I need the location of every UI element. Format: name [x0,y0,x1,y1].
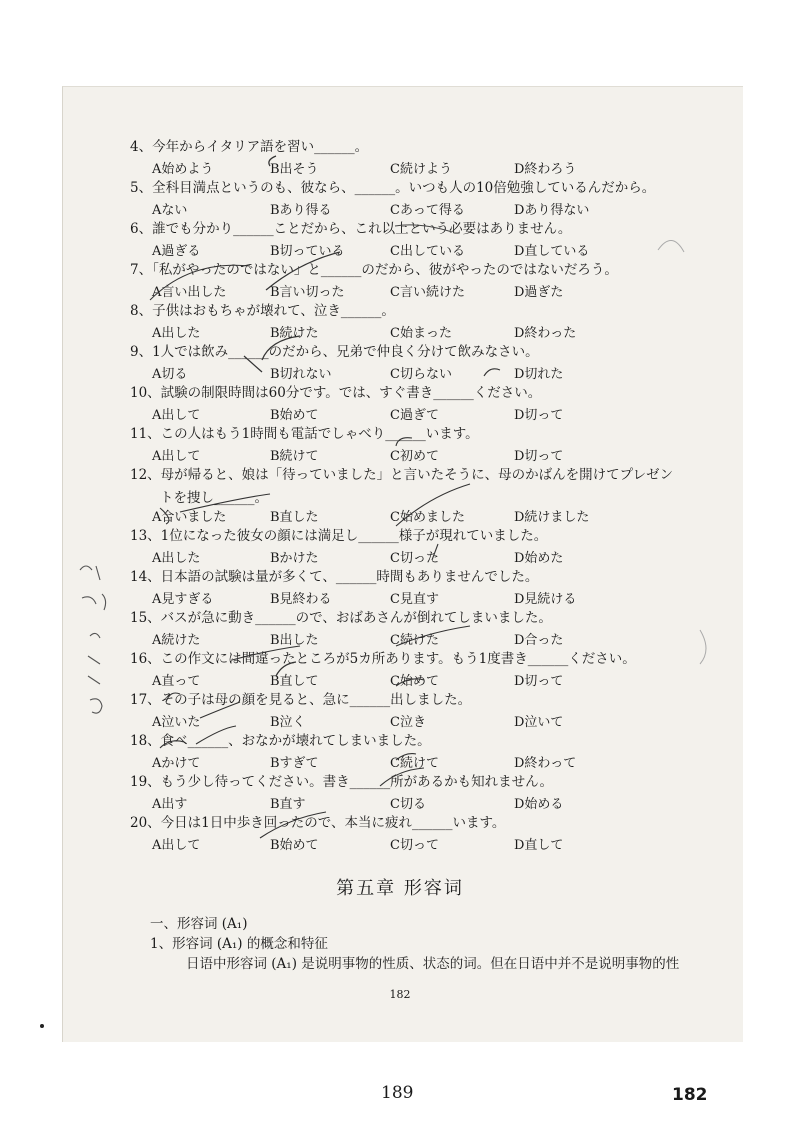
answer-option: D終わって [514,756,577,771]
answer-option: D切って [514,449,564,464]
answer-option: D始めた [514,551,564,566]
answer-option: Bあり得る [270,203,332,218]
answer-option: B直して [270,674,319,689]
page-number-inner: 182 [389,988,411,1001]
answer-option: Dあり得ない [514,203,590,218]
answer-option: A過ぎる [152,244,201,259]
question-stem: 12、母が帰ると、娘は「待っていました」と言いたそうに、母のかばんを開けてプレゼン [130,467,674,483]
answer-option: C始まった [390,326,452,341]
answer-option: C見直す [390,592,439,607]
answer-option: B切れない [270,367,332,382]
answer-option: A切る [152,367,188,382]
answer-option: C続けよう [390,162,452,177]
question-stem: 9、1人では飲み______のだから、兄弟で仲良く分けて飲みなさい。 [130,344,539,360]
question-stem: 18、食べ______、おなかが壊れてしまいました。 [130,733,431,749]
answer-option: A合いました [152,510,227,525]
question-stem: 11、この人はもう1時間も電話でしゃべり______います。 [130,426,479,442]
answer-option: Bすぎて [270,756,319,771]
answer-option: C切った [390,551,439,566]
answer-option: D切れた [514,367,564,382]
answer-option: A続けた [152,633,201,648]
answer-option: D切って [514,408,564,423]
answer-option: D切って [514,674,564,689]
answer-option: C続けた [390,633,439,648]
question-stem: 19、もう少し待ってください。書き______所があるかも知れません。 [130,774,553,790]
answer-option: A言い出した [152,285,227,300]
answer-option: B言い切った [270,285,345,300]
answer-option: C切って [390,838,439,853]
answer-option: Aない [152,203,188,218]
answer-option: A出す [152,797,188,812]
section-heading: 一、形容词 (A₁) [150,916,248,932]
answer-option: B続けて [270,449,319,464]
question-stem: 10、試験の制限時間は60分です。では、すぐ書き______ください。 [130,385,542,401]
question-stem: 17、その子は母の顔を見ると、急に______出しました。 [130,692,472,708]
answer-option: Aかけて [152,756,201,771]
answer-option: D泣いて [514,715,564,730]
answer-option: B続けた [270,326,319,341]
answer-option: C始めて [390,674,439,689]
answer-option: C初めて [390,449,439,464]
answer-option: B切っている [270,244,345,259]
answer-option: C切らない [390,367,452,382]
answer-option: C泣き [390,715,426,730]
question-stem: 20、今日は1日中歩き回ったので、本当に疲れ______います。 [130,815,506,831]
answer-option: B見終わる [270,592,332,607]
answer-option: D終わった [514,326,577,341]
subsection-heading: 1、形容词 (A₁) 的概念和特征 [150,936,328,952]
answer-option: A始めよう [152,162,214,177]
answer-option: B出した [270,633,319,648]
answer-option: C切る [390,797,426,812]
answer-option: A出した [152,551,201,566]
answer-option: Cあって得る [390,203,465,218]
answer-option: B直す [270,797,306,812]
question-stem: 14、日本語の試験は量が多くて、______時間もありませんでした。 [130,569,539,585]
page-number-scan: 189 [381,1083,414,1103]
answer-option: C言い続けた [390,285,465,300]
answer-option: D直している [514,244,590,259]
answer-option: C過ぎて [390,408,439,423]
answer-option: D終わろう [514,162,577,177]
question-stem: 16、この作文には間違ったところが5カ所あります。もう1度書き______ください。 [130,651,636,667]
question-stem: 13、1位になった彼女の顔には満足し______様子が現れていました。 [130,528,548,544]
answer-option: D合った [514,633,564,648]
body-paragraph: 日语中形容词 (A₁) 是说明事物的性质、状态的词。但在日语中并不是说明事物的性 [186,956,680,972]
answer-option: Bかけた [270,551,319,566]
answer-option: C出している [390,244,465,259]
answer-option: A出して [152,449,201,464]
answer-option: D直して [514,838,564,853]
page-number-doc: 182 [672,1085,708,1105]
answer-option: B始めて [270,838,319,853]
answer-option: A見すぎる [152,592,214,607]
question-stem-continuation: トを捜し______。 [160,490,268,506]
question-stem: 4、今年からイタリア語を習い______。 [130,139,369,155]
answer-option: A出した [152,326,201,341]
answer-option: D続けました [514,510,590,525]
question-stem: 5、全科目満点というのも、彼なら、______。いつも人の10倍勉強しているんだから。 [130,180,656,196]
answer-option: D見続ける [514,592,577,607]
answer-option: A泣いた [152,715,201,730]
answer-option: A出して [152,838,201,853]
answer-option: D始める [514,797,564,812]
question-stem: 8、子供はおもちゃが壊れて、泣き______。 [130,303,395,319]
question-stem: 15、バスが急に動き______ので、おばあさんが倒れてしまいました。 [130,610,552,626]
answer-option: D過ぎた [514,285,564,300]
answer-option: C続けて [390,756,439,771]
answer-option: B出そう [270,162,319,177]
answer-option: B泣く [270,715,306,730]
answer-option: B直した [270,510,319,525]
question-stem: 6、誰でも分かり______ことだから、これ以上という必要はありません。 [130,221,572,237]
answer-option: A直って [152,674,201,689]
question-stem: 7、「私がやったのではない」と______のだから、彼がやったのではないだろう。 [130,262,618,278]
chapter-title: 第五章 形容词 [336,878,464,899]
answer-option: A出して [152,408,201,423]
answer-option: B始めて [270,408,319,423]
answer-option: C始めました [390,510,465,525]
